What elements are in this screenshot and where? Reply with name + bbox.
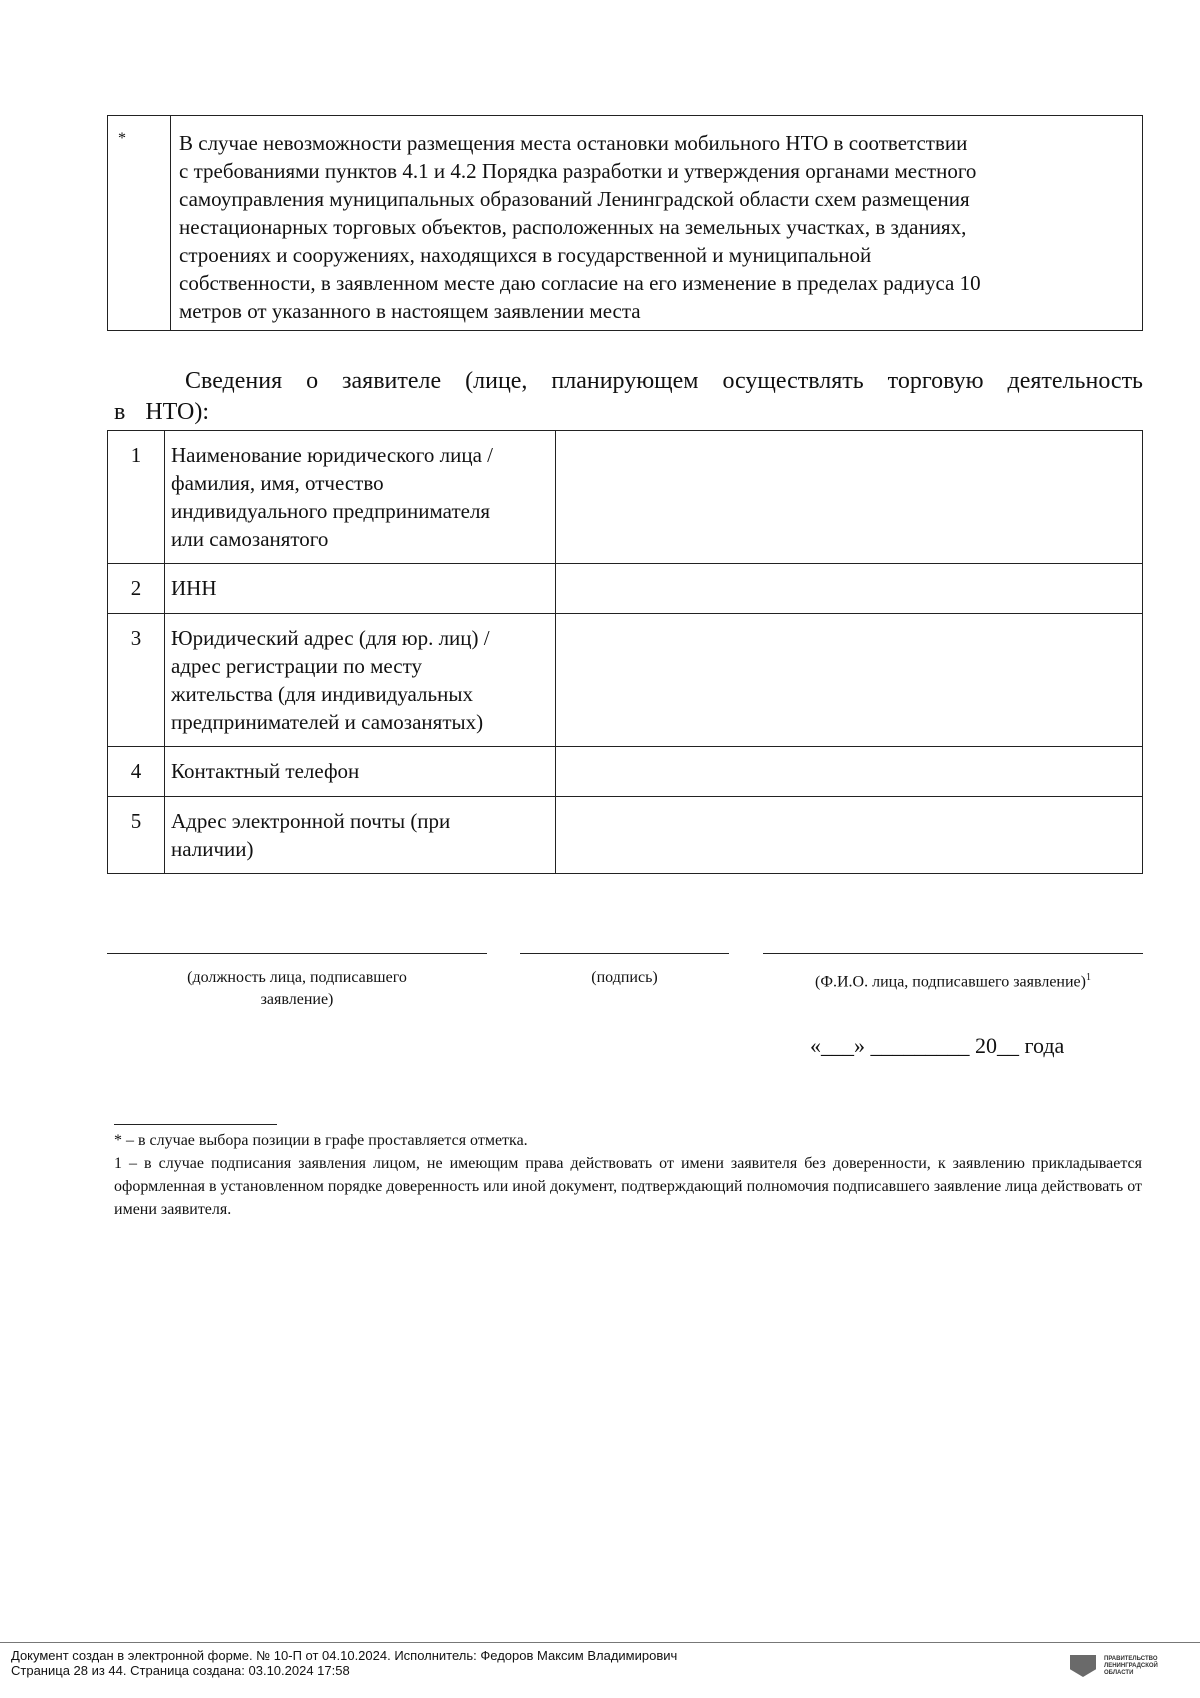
consent-mark-cell[interactable]: * [108,116,171,330]
footnotes [114,1129,1142,1221]
footnote-1: 1 – в случае подписания заявления лицом, не имеющим права действовать от имени заявителя без доверенности, к заявлению прикладывается оформленная в установленном порядке доверенность или иной документ, подтверждающий полномочия подписавшего заявление лица действовать от имени заявителя. [114,1155,1142,1218]
name-signature-line[interactable] [763,953,1143,954]
signature-line[interactable] [520,953,729,954]
applicant-heading: Сведения о заявителе (лице, планирующем осуществлять торговую деятельность в НТО): [114,368,1143,425]
table-row [108,431,1143,564]
signature-caption: (подпись) [591,969,658,986]
meta-divider [0,1642,1200,1643]
name-caption: (Ф.И.О. лица, подписавшего заявление) [815,973,1086,991]
row-label: Наименование юридического лица / фамилия, имя, отчество индивидуального предпринимателя или самозанятого [165,431,556,564]
position-signature-line[interactable] [107,953,487,954]
row-number: 1 [108,431,165,564]
footnote-ref: 1 [1085,972,1091,983]
row-label: ИНН [165,564,556,614]
table-row [108,564,1143,614]
coat-of-arms-icon [1070,1655,1096,1677]
row-label: Юридический адрес (для юр. лиц) / адрес регистрации по месту жительства (для индивидуальных предпринимателей и самозанятых) [165,614,556,747]
consent-text: В случае невозможности размещения места остановки мобильного НТО в соответствии с требованиями пунктов 4.1 и 4.2 Порядка разработки и утверждения органами местного самоуправления муниципальных образований Ленинградской области схем размещения нестационарных торговых объектов, расположенных на земельных участках, в зданиях, строениях и сооружениях, находящихся в государственной и муниципальной собственности, в заявленном месте даю согласие на его изменение в пределах радиуса 10 метров от указанного в настоящем заявлении места [179,131,981,323]
table-row [108,614,1143,747]
meta-line-1: Документ создан в электронной форме. № 10-П от 04.10.2024. Исполнитель: Федоров Максим Владимирович [11,1648,678,1663]
table-row [108,797,1143,874]
row-number: 5 [108,797,165,874]
email-value-field[interactable] [556,797,1143,874]
row-label: Адрес электронной почты (при наличии) [165,797,556,874]
footnote-divider [114,1124,277,1125]
meta-line-2: Страница 28 из 44. Страница создана: 03.10.2024 17:58 [11,1663,350,1678]
row-number: 4 [108,747,165,797]
government-logo [1070,1648,1180,1684]
footnote-asterisk: * – в случае выбора позиции в графе проставляется отметка. [114,1132,528,1149]
row-label: Контактный телефон [165,747,556,797]
inn-value-field[interactable] [556,564,1143,614]
consent-box [107,115,1143,331]
logo-text: ПРАВИТЕЛЬСТВО ЛЕНИНГРАДСКОЙ ОБЛАСТИ [1104,1655,1158,1676]
row-number: 3 [108,614,165,747]
phone-value-field[interactable] [556,747,1143,797]
position-caption: (должность лица, подписавшего заявление) [187,969,407,1008]
name-value-field[interactable] [556,431,1143,564]
row-number: 2 [108,564,165,614]
address-value-field[interactable] [556,614,1143,747]
name-caption-wrap [763,967,1143,993]
applicant-table [107,430,1143,874]
table-row [108,747,1143,797]
document-meta [11,1648,677,1678]
date-line[interactable]: «___» _________ 20__ года [810,1033,1065,1058]
